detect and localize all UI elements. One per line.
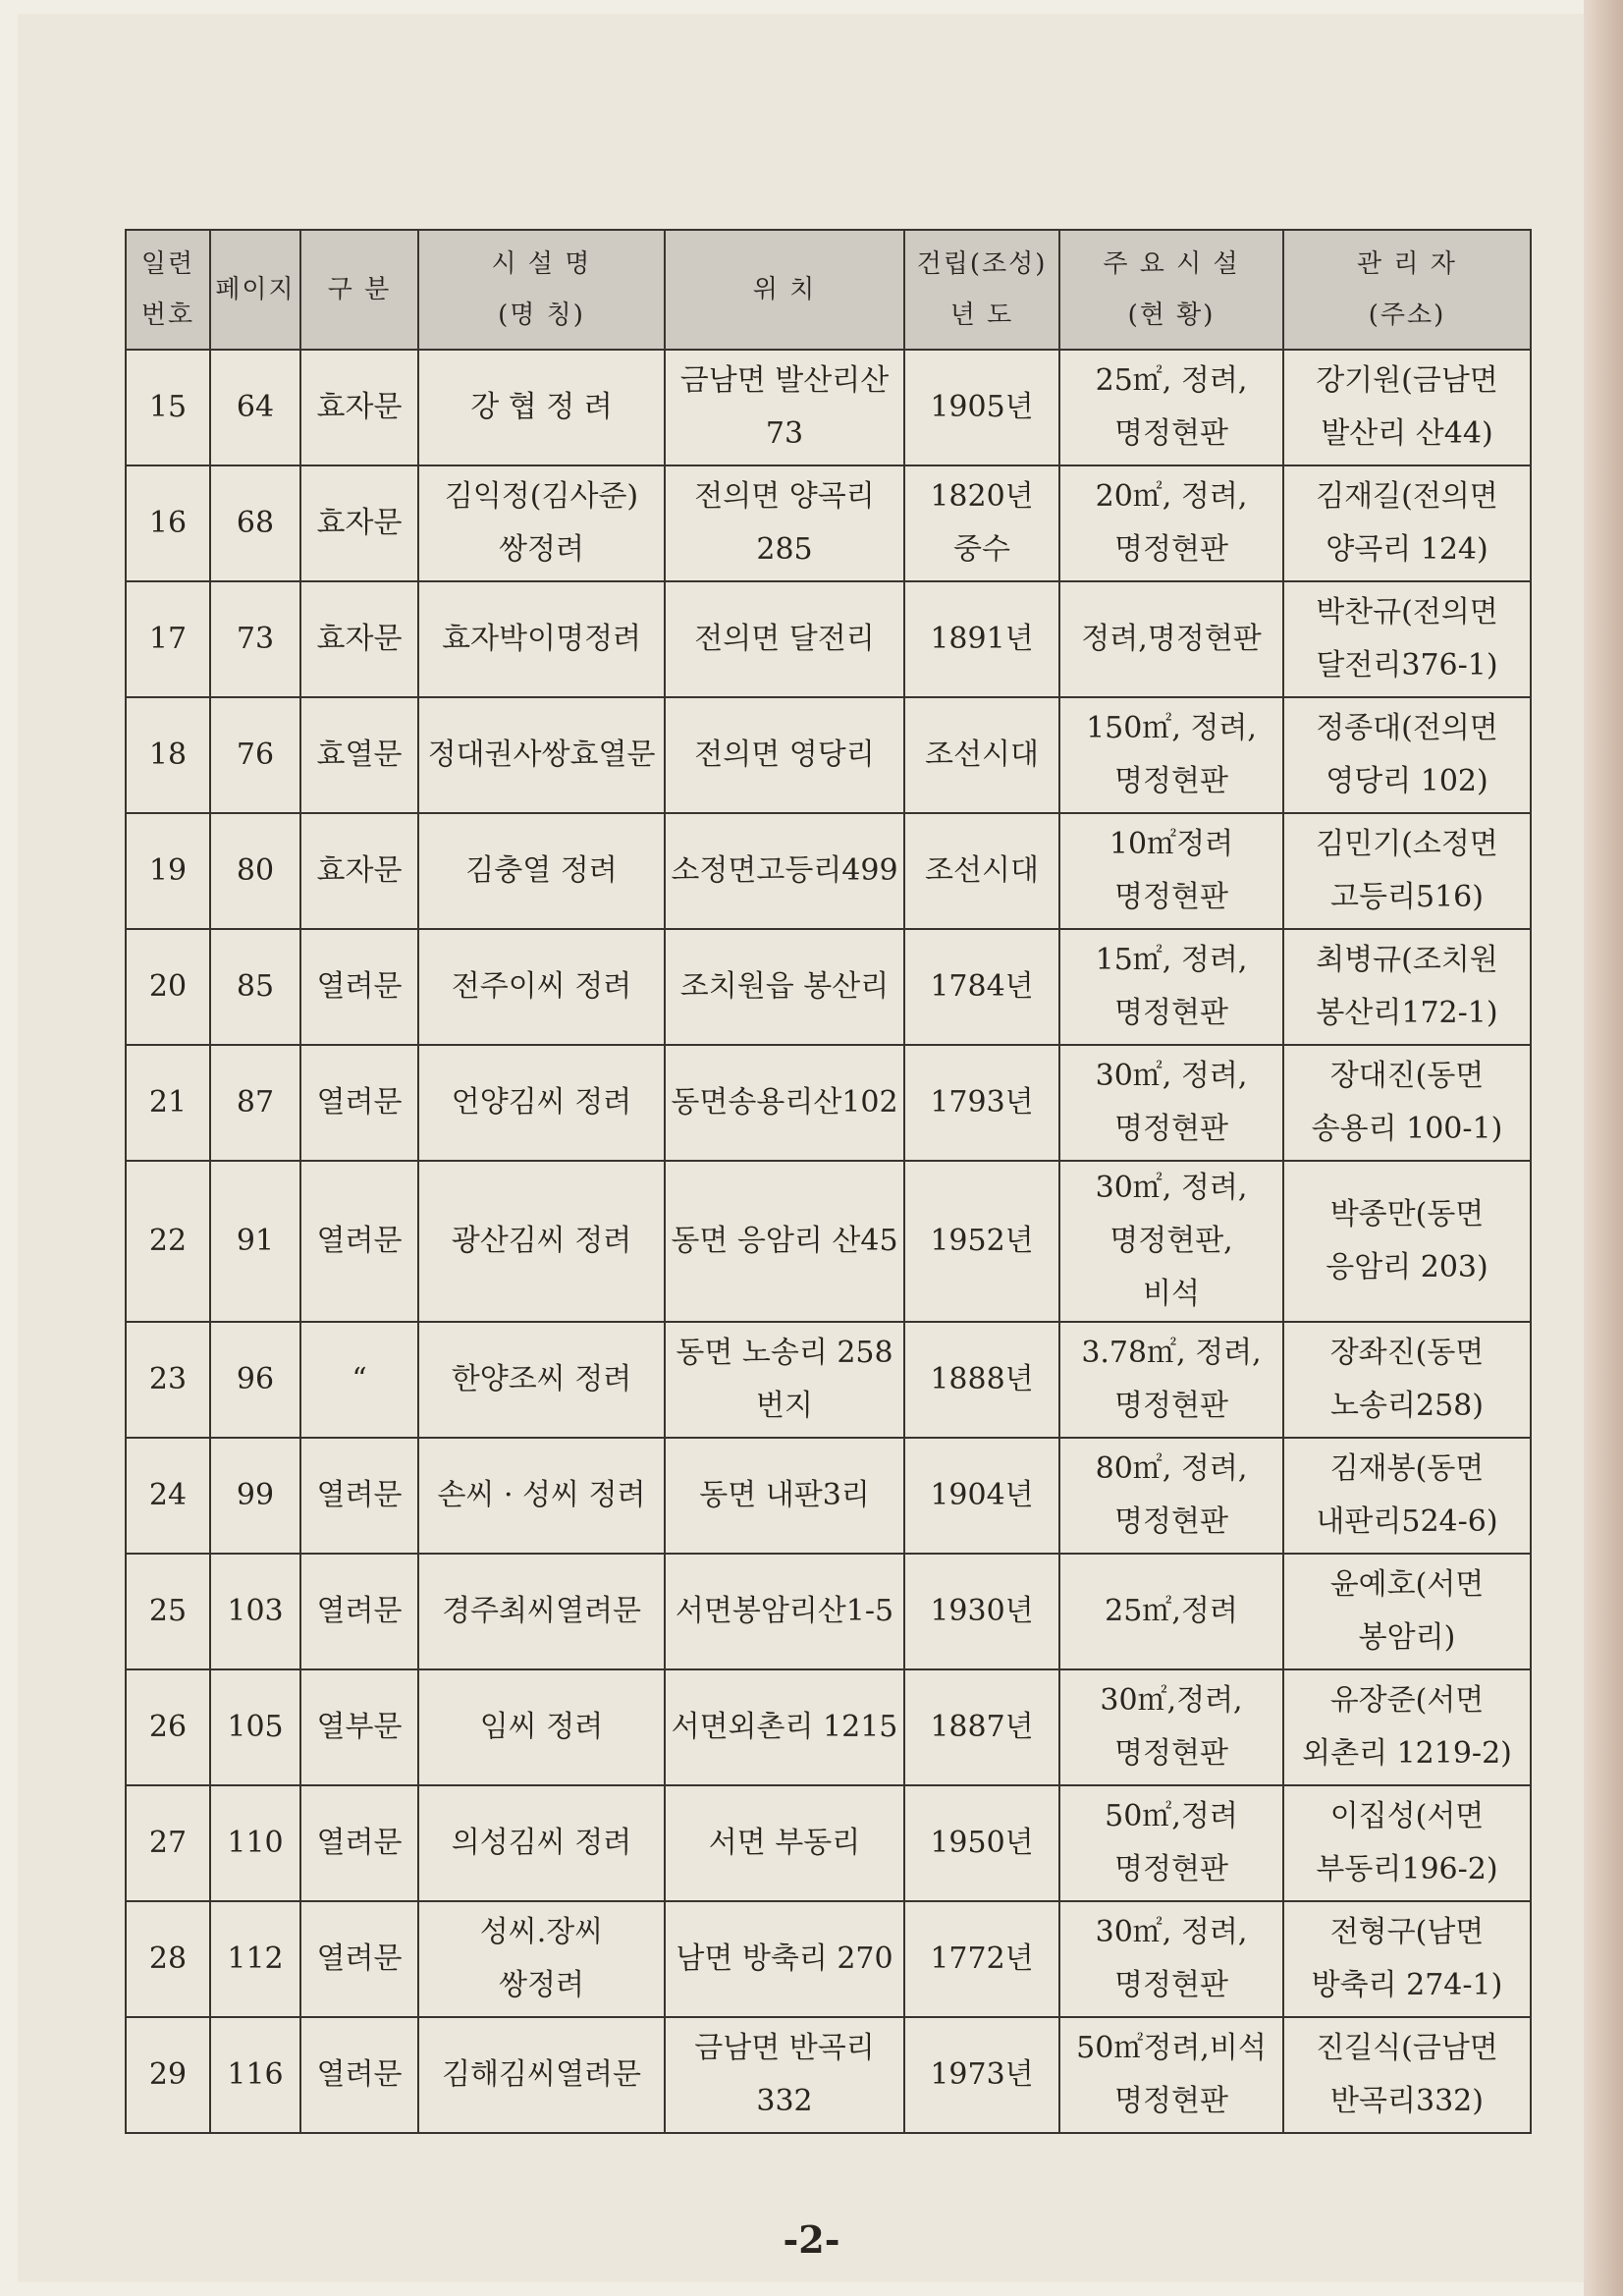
cell-page: 103	[210, 1554, 300, 1669]
cell-facility-name: 광산김씨 정려	[418, 1161, 665, 1322]
cell-page: 76	[210, 697, 300, 813]
cell-category: 효자문	[300, 350, 418, 465]
cell-main-facilities: 50㎡정려,비석 명정현판	[1059, 2017, 1283, 2133]
cell-page: 99	[210, 1438, 300, 1554]
cell-location: 동면 내판3리	[665, 1438, 904, 1554]
cell-category: 열려문	[300, 1554, 418, 1669]
cell-location: 서면봉암리산1-5	[665, 1554, 904, 1669]
cell-facility-name: 전주이씨 정려	[418, 929, 665, 1045]
cell-built-year: 1793년	[904, 1045, 1059, 1161]
cell-manager: 전형구(남면 방축리 274-1)	[1283, 1901, 1531, 2017]
cell-main-facilities: 30㎡, 정려, 명정현판	[1059, 1045, 1283, 1161]
cell-category: 효자문	[300, 465, 418, 581]
cell-page: 64	[210, 350, 300, 465]
cell-built-year: 1930년	[904, 1554, 1059, 1669]
cell-serial-number: 25	[126, 1554, 210, 1669]
cell-serial-number: 28	[126, 1901, 210, 2017]
cell-manager: 장대진(동면 송용리 100-1)	[1283, 1045, 1531, 1161]
cell-facility-name: 효자박이명정려	[418, 581, 665, 697]
cell-manager: 장좌진(동면 노송리258)	[1283, 1322, 1531, 1438]
cell-built-year: 1887년	[904, 1669, 1059, 1785]
table-body	[126, 350, 1531, 2133]
table-row	[126, 1785, 1531, 1901]
cell-built-year: 1973년	[904, 2017, 1059, 2133]
cell-manager: 김민기(소정면 고등리516)	[1283, 813, 1531, 929]
cell-manager: 강기원(금남면 발산리 산44)	[1283, 350, 1531, 465]
cell-serial-number: 18	[126, 697, 210, 813]
cell-category: 열려문	[300, 1785, 418, 1901]
cell-serial-number: 22	[126, 1161, 210, 1322]
cell-page: 68	[210, 465, 300, 581]
cell-main-facilities: 정려,명정현판	[1059, 581, 1283, 697]
facilities-table	[125, 229, 1532, 2134]
cell-category: 효자문	[300, 813, 418, 929]
cell-facility-name: 손씨 · 성씨 정려	[418, 1438, 665, 1554]
cell-manager: 김재길(전의면 양곡리 124)	[1283, 465, 1531, 581]
table-row	[126, 1669, 1531, 1785]
table-row	[126, 1322, 1531, 1438]
cell-main-facilities: 25㎡,정려	[1059, 1554, 1283, 1669]
cell-main-facilities: 30㎡, 정려, 명정현판, 비석	[1059, 1161, 1283, 1322]
cell-manager: 이집성(서면 부동리196-2)	[1283, 1785, 1531, 1901]
cell-page: 73	[210, 581, 300, 697]
cell-main-facilities: 20㎡, 정려, 명정현판	[1059, 465, 1283, 581]
cell-location: 금남면 발산리산73	[665, 350, 904, 465]
cell-page: 110	[210, 1785, 300, 1901]
table-row	[126, 1161, 1531, 1322]
cell-built-year: 1772년	[904, 1901, 1059, 2017]
cell-facility-name: 성씨.장씨 쌍정려	[418, 1901, 665, 2017]
cell-page: 87	[210, 1045, 300, 1161]
cell-location: 동면 응암리 산45	[665, 1161, 904, 1322]
cell-category: 열려문	[300, 1045, 418, 1161]
cell-page: 85	[210, 929, 300, 1045]
cell-built-year: 1784년	[904, 929, 1059, 1045]
cell-built-year: 1891년	[904, 581, 1059, 697]
header-built-year: 건립(조성) 년 도	[904, 230, 1059, 350]
cell-location: 전의면 달전리	[665, 581, 904, 697]
cell-serial-number: 26	[126, 1669, 210, 1785]
cell-category: 열부문	[300, 1669, 418, 1785]
cell-serial-number: 23	[126, 1322, 210, 1438]
cell-manager: 최병규(조치원 봉산리172-1)	[1283, 929, 1531, 1045]
cell-manager: 박종만(동면 응암리 203)	[1283, 1161, 1531, 1322]
cell-manager: 유장준(서면 외촌리 1219-2)	[1283, 1669, 1531, 1785]
cell-location: 동면 노송리 258번지	[665, 1322, 904, 1438]
cell-manager: 박찬규(전의면 달전리376-1)	[1283, 581, 1531, 697]
page-number: -2-	[783, 2217, 840, 2262]
cell-main-facilities: 25㎡, 정려, 명정현판	[1059, 350, 1283, 465]
book-spine-shadow	[1584, 0, 1623, 2296]
cell-location: 서면외촌리 1215	[665, 1669, 904, 1785]
cell-serial-number: 27	[126, 1785, 210, 1901]
header-page: 페이지	[210, 230, 300, 350]
cell-facility-name: 김해김씨열려문	[418, 2017, 665, 2133]
cell-location: 전의면 양곡리 285	[665, 465, 904, 581]
cell-facility-name: 의성김씨 정려	[418, 1785, 665, 1901]
table-row	[126, 1901, 1531, 2017]
cell-built-year: 1905년	[904, 350, 1059, 465]
table-row	[126, 1554, 1531, 1669]
table-row	[126, 697, 1531, 813]
table-row	[126, 350, 1531, 465]
header-manager: 관 리 자 (주소)	[1283, 230, 1531, 350]
cell-built-year: 1952년	[904, 1161, 1059, 1322]
cell-facility-name: 강 협 정 려	[418, 350, 665, 465]
cell-facility-name: 김익정(김사준) 쌍정려	[418, 465, 665, 581]
table-row	[126, 813, 1531, 929]
table-row	[126, 2017, 1531, 2133]
cell-manager: 진길식(금남면 반곡리332)	[1283, 2017, 1531, 2133]
cell-facility-name: 경주최씨열려문	[418, 1554, 665, 1669]
header-main-facilities: 주 요 시 설 (현 황)	[1059, 230, 1283, 350]
cell-location: 소정면고등리499	[665, 813, 904, 929]
cell-category: “	[300, 1322, 418, 1438]
cell-location: 서면 부동리	[665, 1785, 904, 1901]
cell-main-facilities: 3.78㎡, 정려, 명정현판	[1059, 1322, 1283, 1438]
header-facility-name: 시 설 명 (명 칭)	[418, 230, 665, 350]
cell-location: 동면송용리산102	[665, 1045, 904, 1161]
cell-page: 105	[210, 1669, 300, 1785]
table-header-row	[126, 230, 1531, 350]
table-row	[126, 581, 1531, 697]
cell-manager: 정종대(전의면 영당리 102)	[1283, 697, 1531, 813]
cell-serial-number: 16	[126, 465, 210, 581]
cell-page: 112	[210, 1901, 300, 2017]
cell-built-year: 1904년	[904, 1438, 1059, 1554]
cell-serial-number: 21	[126, 1045, 210, 1161]
cell-facility-name: 김충열 정려	[418, 813, 665, 929]
cell-facility-name: 언양김씨 정려	[418, 1045, 665, 1161]
cell-facility-name: 정대권사쌍효열문	[418, 697, 665, 813]
cell-page: 80	[210, 813, 300, 929]
cell-category: 열려문	[300, 2017, 418, 2133]
cell-serial-number: 15	[126, 350, 210, 465]
cell-manager: 김재봉(동면 내판리524-6)	[1283, 1438, 1531, 1554]
cell-location: 전의면 영당리	[665, 697, 904, 813]
cell-category: 열려문	[300, 1161, 418, 1322]
cell-location: 금남면 반곡리332	[665, 2017, 904, 2133]
cell-location: 조치원읍 봉산리	[665, 929, 904, 1045]
cell-facility-name: 한양조씨 정려	[418, 1322, 665, 1438]
cell-category: 열려문	[300, 929, 418, 1045]
cell-page: 96	[210, 1322, 300, 1438]
table-row	[126, 1438, 1531, 1554]
cell-category: 열려문	[300, 1438, 418, 1554]
cell-category: 효열문	[300, 697, 418, 813]
cell-built-year: 조선시대	[904, 697, 1059, 813]
cell-main-facilities: 30㎡,정려, 명정현판	[1059, 1669, 1283, 1785]
cell-main-facilities: 80㎡, 정려, 명정현판	[1059, 1438, 1283, 1554]
cell-category: 효자문	[300, 581, 418, 697]
cell-serial-number: 20	[126, 929, 210, 1045]
header-category: 구 분	[300, 230, 418, 350]
cell-built-year: 1888년	[904, 1322, 1059, 1438]
cell-built-year: 조선시대	[904, 813, 1059, 929]
table-row	[126, 465, 1531, 581]
table-row	[126, 1045, 1531, 1161]
cell-main-facilities: 30㎡, 정려, 명정현판	[1059, 1901, 1283, 2017]
cell-main-facilities: 50㎡,정려 명정현판	[1059, 1785, 1283, 1901]
cell-built-year: 1820년 중수	[904, 465, 1059, 581]
cell-location: 남면 방축리 270	[665, 1901, 904, 2017]
table-row	[126, 929, 1531, 1045]
cell-category: 열려문	[300, 1901, 418, 2017]
cell-manager: 윤예호(서면 봉암리)	[1283, 1554, 1531, 1669]
cell-built-year: 1950년	[904, 1785, 1059, 1901]
header-serial-number: 일련 번호	[126, 230, 210, 350]
cell-serial-number: 19	[126, 813, 210, 929]
cell-serial-number: 17	[126, 581, 210, 697]
cell-page: 91	[210, 1161, 300, 1322]
cell-serial-number: 24	[126, 1438, 210, 1554]
cell-serial-number: 29	[126, 2017, 210, 2133]
cell-main-facilities: 10㎡정려 명정현판	[1059, 813, 1283, 929]
header-location: 위 치	[665, 230, 904, 350]
cell-facility-name: 임씨 정려	[418, 1669, 665, 1785]
cell-main-facilities: 150㎡, 정려, 명정현판	[1059, 697, 1283, 813]
cell-main-facilities: 15㎡, 정려, 명정현판	[1059, 929, 1283, 1045]
cell-page: 116	[210, 2017, 300, 2133]
